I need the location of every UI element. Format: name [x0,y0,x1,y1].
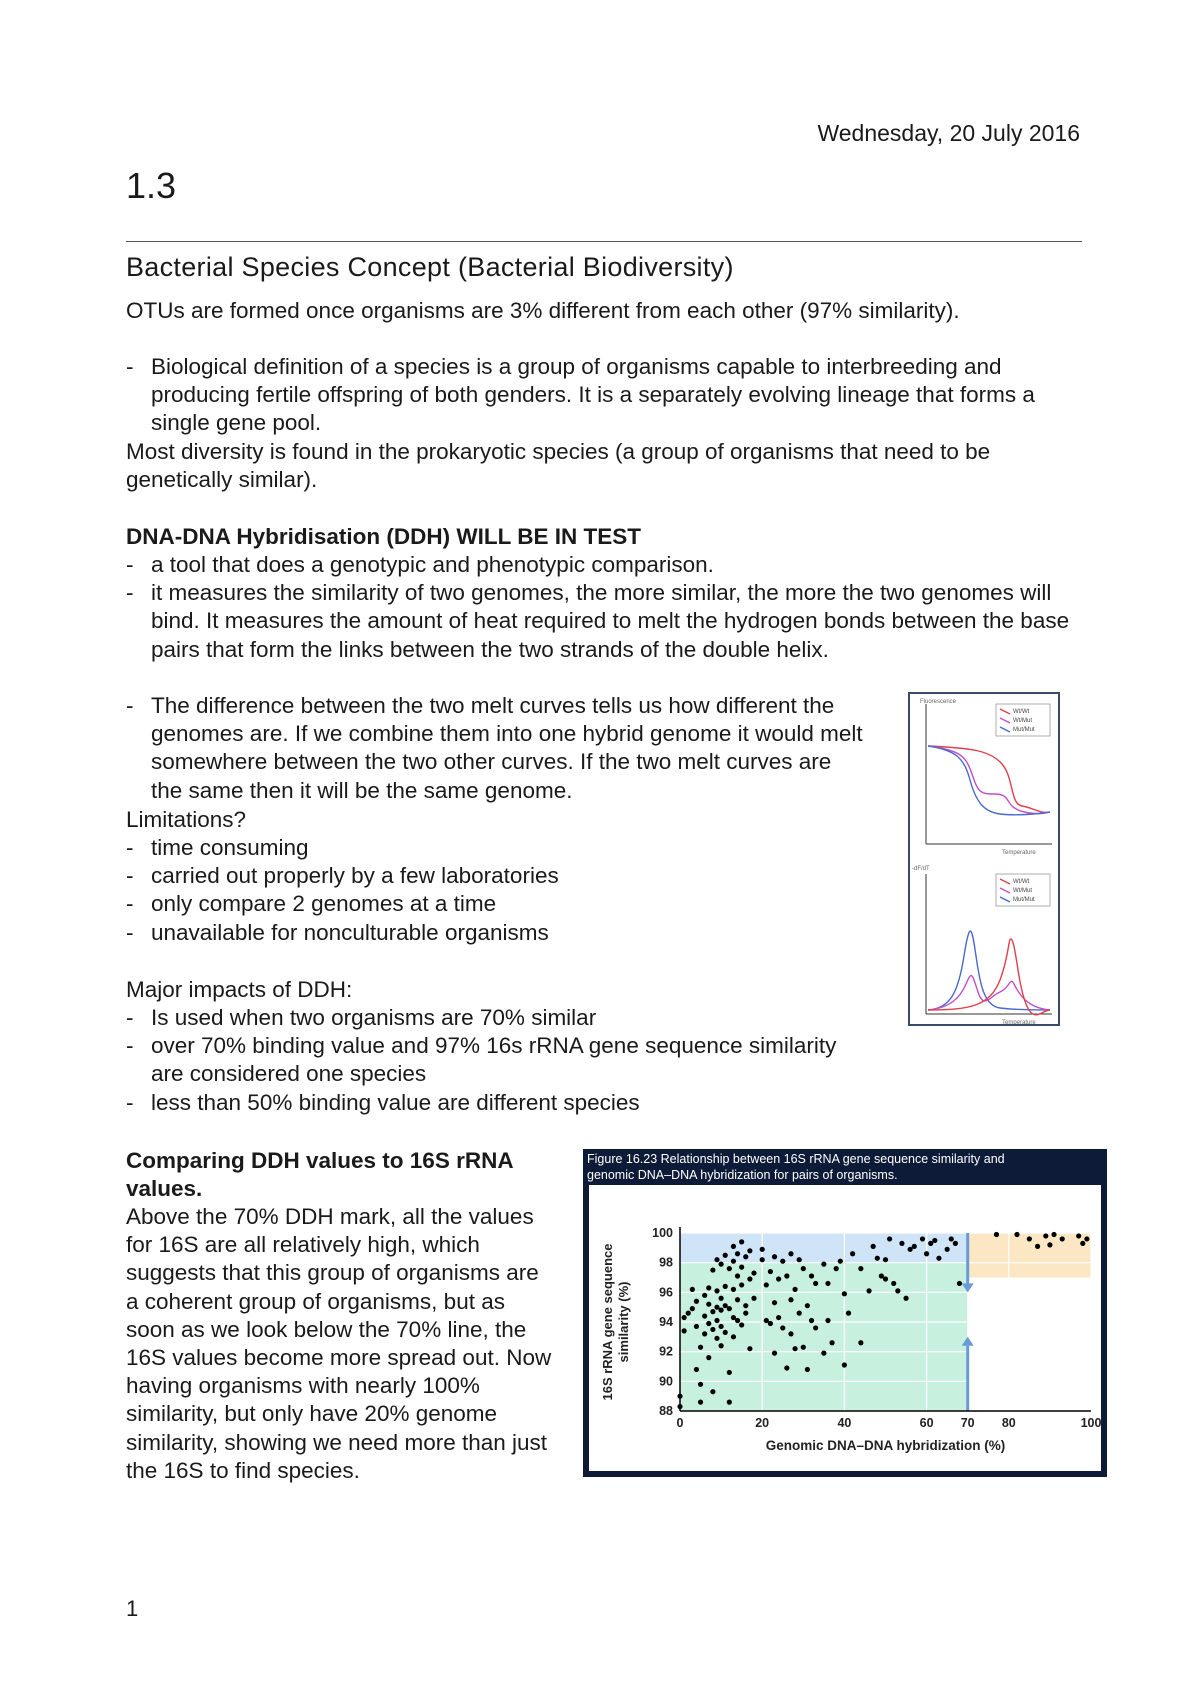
section-title: Bacterial Species Concept (Bacterial Biodiversity) [126,252,734,282]
data-point [719,1343,724,1348]
data-point [821,1351,826,1356]
data-point [784,1365,789,1370]
ddh-bullets-melt [126,692,866,805]
data-point [723,1284,728,1289]
intro-paragraph: OTUs are formed once organisms are 3% different from each other (97% similarity). [126,298,960,323]
y-tick-label: 88 [659,1404,673,1418]
data-point [719,1324,724,1329]
melt-curve-wt [928,746,1050,812]
limitations-label: Limitations? [126,807,247,832]
data-point [760,1257,765,1262]
data-point [739,1282,744,1287]
list-item: - less than 50% binding value are different species [126,1089,866,1117]
data-point [784,1273,789,1278]
data-point [924,1251,929,1256]
data-point [698,1345,703,1350]
x-tick-label: 20 [755,1416,770,1430]
x-tick-label: 80 [1001,1416,1016,1430]
data-point [682,1328,687,1333]
compare-heading: Comparing DDH values to 16S rRNA values. [126,1148,513,1202]
data-point [723,1253,728,1258]
list-item: - only compare 2 genomes at a time [126,890,866,918]
data-point [751,1270,756,1275]
ddh-bullets-top [126,551,1086,664]
data-point [936,1256,941,1261]
data-point [719,1308,724,1313]
legend-het-label: Wt/Mut [1013,888,1032,894]
data-point [932,1238,937,1243]
data-point [760,1247,765,1252]
data-point [747,1346,752,1351]
data-point [735,1273,740,1278]
data-point [821,1262,826,1267]
data-point [776,1315,781,1320]
data-point [719,1296,724,1301]
data-point [887,1236,892,1241]
data-point [710,1267,715,1272]
data-point [1080,1241,1085,1246]
data-point [842,1291,847,1296]
impacts-list [126,1004,866,1117]
y-axis-label-line-2: similarity (%) [616,1281,631,1363]
list-item: - Biological definition of a species is a group of organisms capable to interbreeding and producing fertile offspring of both genders. It is a separately evolving lineage that forms a single gene pool. [126,353,1086,438]
legend-mut-label: Mut/Mut [1013,727,1035,733]
data-point [1035,1244,1040,1249]
data-point [883,1276,888,1281]
data-point [702,1313,707,1318]
melt-top-xlabel: Temperature [1002,850,1036,856]
data-point [1060,1236,1065,1241]
data-point [834,1266,839,1271]
peak-curve-mut [928,931,1050,1010]
x-tick-label: 0 [676,1416,684,1430]
data-point [945,1247,950,1252]
data-point [776,1276,781,1281]
data-point [838,1259,843,1264]
data-point [903,1296,908,1301]
data-point [899,1241,904,1246]
data-point [895,1288,900,1293]
data-point [1076,1233,1081,1238]
ddh-heading: DNA-DNA Hybridisation (DDH) WILL BE IN TEST [126,524,641,549]
data-point [829,1340,834,1345]
list-item: - unavailable for nonculturable organisms [126,919,866,947]
data-point [735,1297,740,1302]
peak-curve-het [928,976,1050,1010]
list-item: - a tool that does a genotypic and phenotypic comparison. [126,551,1086,579]
data-point [731,1287,736,1292]
data-point [727,1266,732,1271]
data-point [710,1389,715,1394]
y-tick-label: 98 [659,1255,673,1270]
data-point [801,1345,806,1350]
ddh-16s-scatter-chart [583,1149,1107,1477]
melt-curve-mut [928,746,1050,815]
diversity-paragraph: Most diversity is found in the prokaryotic species (a group of organisms that need to be genetically similar). [126,439,991,493]
legend-wt-label: Wt/Wt [1013,879,1030,885]
data-point [723,1330,728,1335]
data-point [698,1382,703,1387]
y-tick-label: 92 [659,1344,673,1359]
data-point [735,1318,740,1323]
data-point [788,1297,793,1302]
y-axis-label-line-1: 16S rRNA gene sequence [600,1243,615,1401]
data-point [891,1281,896,1286]
y-tick-label: 94 [659,1315,673,1329]
data-point [739,1265,744,1270]
data-point [694,1299,699,1304]
data-point [797,1257,802,1262]
data-point [772,1254,777,1259]
melt-top-ylabel: Fluorescence [920,699,957,705]
data-point [1027,1236,1032,1241]
data-point [731,1259,736,1264]
data-point [698,1400,703,1405]
data-point [772,1300,777,1305]
melt-bottom-ylabel: -dF/dT [912,866,930,872]
data-point [858,1340,863,1345]
data-point [1047,1242,1052,1247]
data-point [747,1248,752,1253]
data-point [780,1325,785,1330]
data-point [710,1327,715,1332]
data-point [682,1315,687,1320]
data-point [809,1273,814,1278]
list-item: - carried out properly by a few laboratories [126,862,866,890]
data-point [780,1259,785,1264]
y-tick-label: 96 [659,1285,673,1300]
data-point [1014,1232,1019,1237]
divider [126,241,1082,242]
data-point [953,1241,958,1246]
data-point [813,1325,818,1330]
list-item: - time consuming [126,834,866,862]
data-point [706,1302,711,1307]
data-point [912,1244,917,1249]
data-point [866,1288,871,1293]
data-point [920,1236,925,1241]
legend-het-label: Wt/Mut [1013,718,1032,724]
data-point [825,1281,830,1286]
data-point [690,1306,695,1311]
data-point [686,1311,691,1316]
data-point [805,1367,810,1372]
data-point [714,1318,719,1323]
data-point [1084,1236,1089,1241]
data-point [842,1362,847,1367]
chart-title-line-1: Figure 16.23 Relationship between 16S rRNA gene sequence similarity and [587,1152,1005,1166]
melt-bottom-xlabel: Temperature [1002,1020,1036,1024]
date: Wednesday, 20 July 2016 [817,120,1080,146]
data-point [710,1309,715,1314]
data-point [788,1331,793,1336]
data-point [739,1239,744,1244]
data-point [797,1311,802,1316]
data-point [727,1370,732,1375]
data-point [727,1400,732,1405]
data-point [706,1355,711,1360]
data-point [694,1367,699,1372]
page-number: 1 [126,1596,139,1621]
data-point [813,1281,818,1286]
data-point [805,1303,810,1308]
data-point [731,1334,736,1339]
y-tick-label: 100 [652,1226,673,1240]
data-point [883,1257,888,1262]
data-point [788,1251,793,1256]
data-point [768,1321,773,1326]
data-point [825,1318,830,1323]
data-point [949,1236,954,1241]
legend-mut-label: Mut/Mut [1013,897,1035,903]
melt-curve-figure [908,692,1060,1026]
data-point [871,1244,876,1249]
data-point [690,1287,695,1292]
data-point [714,1257,719,1262]
data-point [957,1281,962,1286]
section-number: 1.3 [126,165,177,206]
data-point [792,1346,797,1351]
data-point [875,1256,880,1261]
x-axis-label: Genomic DNA–DNA hybridization (%) [765,1438,1006,1453]
impacts-label: Major impacts of DDH: [126,977,353,1002]
list-item: - over 70% binding value and 97% 16s rRNA gene sequence similarity are considered one species [126,1032,866,1088]
y-tick-label: 90 [659,1374,673,1389]
list-item: - Is used when two organisms are 70% similar [126,1004,866,1032]
data-point [694,1324,699,1329]
data-point [702,1293,707,1298]
x-tick-label: 40 [837,1416,852,1430]
data-point [727,1306,732,1311]
data-point [751,1296,756,1301]
data-point [1051,1232,1056,1237]
data-point [809,1318,814,1323]
data-point [743,1303,748,1308]
data-point [747,1276,752,1281]
data-point [792,1287,797,1292]
data-point [743,1311,748,1316]
data-point [735,1251,740,1256]
data-point [719,1262,724,1267]
data-point [764,1282,769,1287]
data-point [706,1285,711,1290]
data-point [731,1244,736,1249]
data-point [702,1331,707,1336]
list-item: - it measures the similarity of two genomes, the more similar, the more the two genomes will bind. It measures the amount of heat required to melt the hydrogen bonds between the base pairs that form the links between the two strands of the double helix. [126,579,1086,664]
data-point [739,1322,744,1327]
x-tick-label: 100 [1080,1416,1102,1430]
data-point [714,1288,719,1293]
data-point [994,1232,999,1237]
x-tick-label: 60 [919,1416,934,1430]
compare-paragraph: Above the 70% DDH mark, all the values for 16S are all relatively high, which suggests that this group of organisms are a coherent group of organisms, but as soon as we look below the 70% line, the 16S values become more spread out. Now having organisms with nearly 100% similarity, but only have 20% genome similarity, showing we need more than just the 16S to find species. [126,1204,552,1483]
bio-definition-list [126,353,1086,438]
legend-wt-label: Wt/Wt [1013,709,1030,715]
data-point [1043,1233,1048,1238]
data-point [850,1251,855,1256]
limitations-list [126,834,866,947]
data-point [768,1269,773,1274]
data-point [714,1336,719,1341]
melt-curve-het [928,746,1050,814]
ddh-16s-figure [583,1149,1107,1477]
list-item: - The difference between the two melt curves tells us how different the genomes are. If we combine them into one hybrid genome it would melt somewhere between the two other curves. If the two melt curves are the same then it will be the same genome. [126,692,866,805]
chart-title-line-2: genomic DNA–DNA hybridization for pairs of organisms. [587,1168,898,1182]
data-point [801,1266,806,1271]
data-point [743,1254,748,1259]
melt-curve-svg [910,694,1058,1024]
x-tick-label: 70 [960,1416,975,1430]
data-point [846,1311,851,1316]
data-point [772,1351,777,1356]
data-point [706,1321,711,1326]
data-point [858,1266,863,1271]
